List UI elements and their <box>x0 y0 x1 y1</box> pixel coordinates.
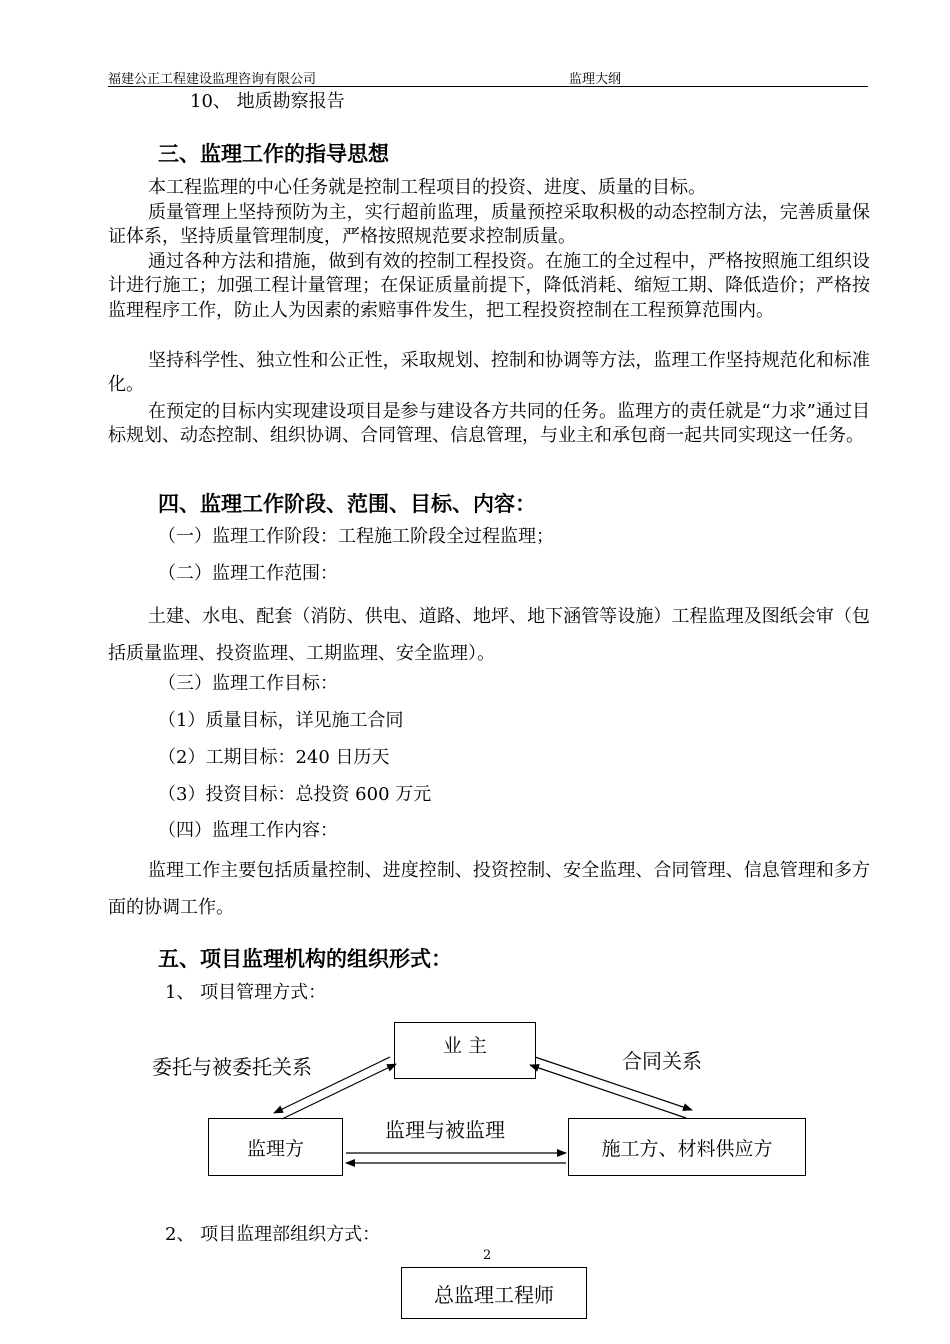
s4-content-title: （四）监理工作内容： <box>158 820 338 841</box>
supervisor-box: 监理方 <box>208 1118 343 1176</box>
header-doc-title: 监理大纲 <box>569 72 622 87</box>
s5-sub-2: 2、 项目监理部组织方式： <box>165 1224 381 1245</box>
label-supervise: 监理与被监理 <box>385 1118 505 1142</box>
label-entrust: 委托与被委托关系 <box>152 1055 312 1079</box>
section-3-title: 三、监理工作的指导思想 <box>158 142 389 166</box>
label-contract: 合同关系 <box>622 1049 702 1073</box>
s4-goal-title: （三）监理工作目标： <box>158 673 338 694</box>
owner-box: 业 主 <box>394 1022 536 1079</box>
item-10: 10、 地质勘察报告 <box>190 91 345 112</box>
s4-scope-text: 土建、水电、配套（消防、供电、道路、地坪、地下涵管等设施）工程监理及图纸会审（包括质量监理、投资监理、工期监理、安全监理）。 <box>108 606 870 664</box>
s3-paragraph-5: 在预定的目标内实现建设项目是参与建设各方共同的任务。监理方的责任就是“力求”通过目标规划、动态控制、组织协调、合同管理、信息管理，与业主和承包商一起共同实现这一任务。 <box>108 401 870 447</box>
s4-content-text: 监理工作主要包括质量控制、进度控制、投资控制、安全监理、合同管理、信息管理和多方面的协调工作。 <box>108 860 870 918</box>
header-company: 福建公正工程建设监理咨询有限公司 <box>108 72 317 87</box>
s3-paragraph-4: 坚持科学性、独立性和公正性，采取规划、控制和协调等方法，监理工作坚持规范化和标准化。 <box>108 350 870 396</box>
s5-sub-1: 1、 项目管理方式： <box>165 982 327 1003</box>
s4-stage: （一）监理工作阶段：工程施工阶段全过程监理； <box>158 526 554 547</box>
s4-goal-1: （1）质量目标，详见施工合同 <box>158 710 404 731</box>
contractor-box: 施工方、材料供应方 <box>568 1118 806 1176</box>
section-4-title: 四、监理工作阶段、范围、目标、内容： <box>158 492 536 516</box>
s3-paragraph-3: 通过各种方法和措施，做到有效的控制工程投资。在施工的全过程中，严格按照施工组织设计进行施工；加强工程计量管理；在保证质量前提下，降低消耗、缩短工期、降低造价；严格按监理程序工作，防止人为因素的索赔事件发生，把工程投资控制在工程预算范围内。 <box>108 251 870 321</box>
s4-scope-title: （二）监理工作范围： <box>158 563 338 584</box>
s3-paragraph-1: 本工程监理的中心任务就是控制工程项目的投资、进度、质量的目标。 <box>148 177 706 198</box>
s4-goal-2: （2）工期目标：240 日历天 <box>158 747 390 768</box>
section-5-title: 五、项目监理机构的组织形式： <box>158 947 452 971</box>
s3-paragraph-2: 质量管理上坚持预防为主，实行超前监理，质量预控采取积极的动态控制方法，完善质量保证体系，坚持质量管理制度，严格按照规范要求控制质量。 <box>108 202 870 248</box>
chief-engineer-box: 总监理工程师 <box>401 1267 587 1319</box>
s4-goal-3: （3）投资目标：总投资 600 万元 <box>158 784 432 805</box>
page-number: 2 <box>483 1248 492 1263</box>
